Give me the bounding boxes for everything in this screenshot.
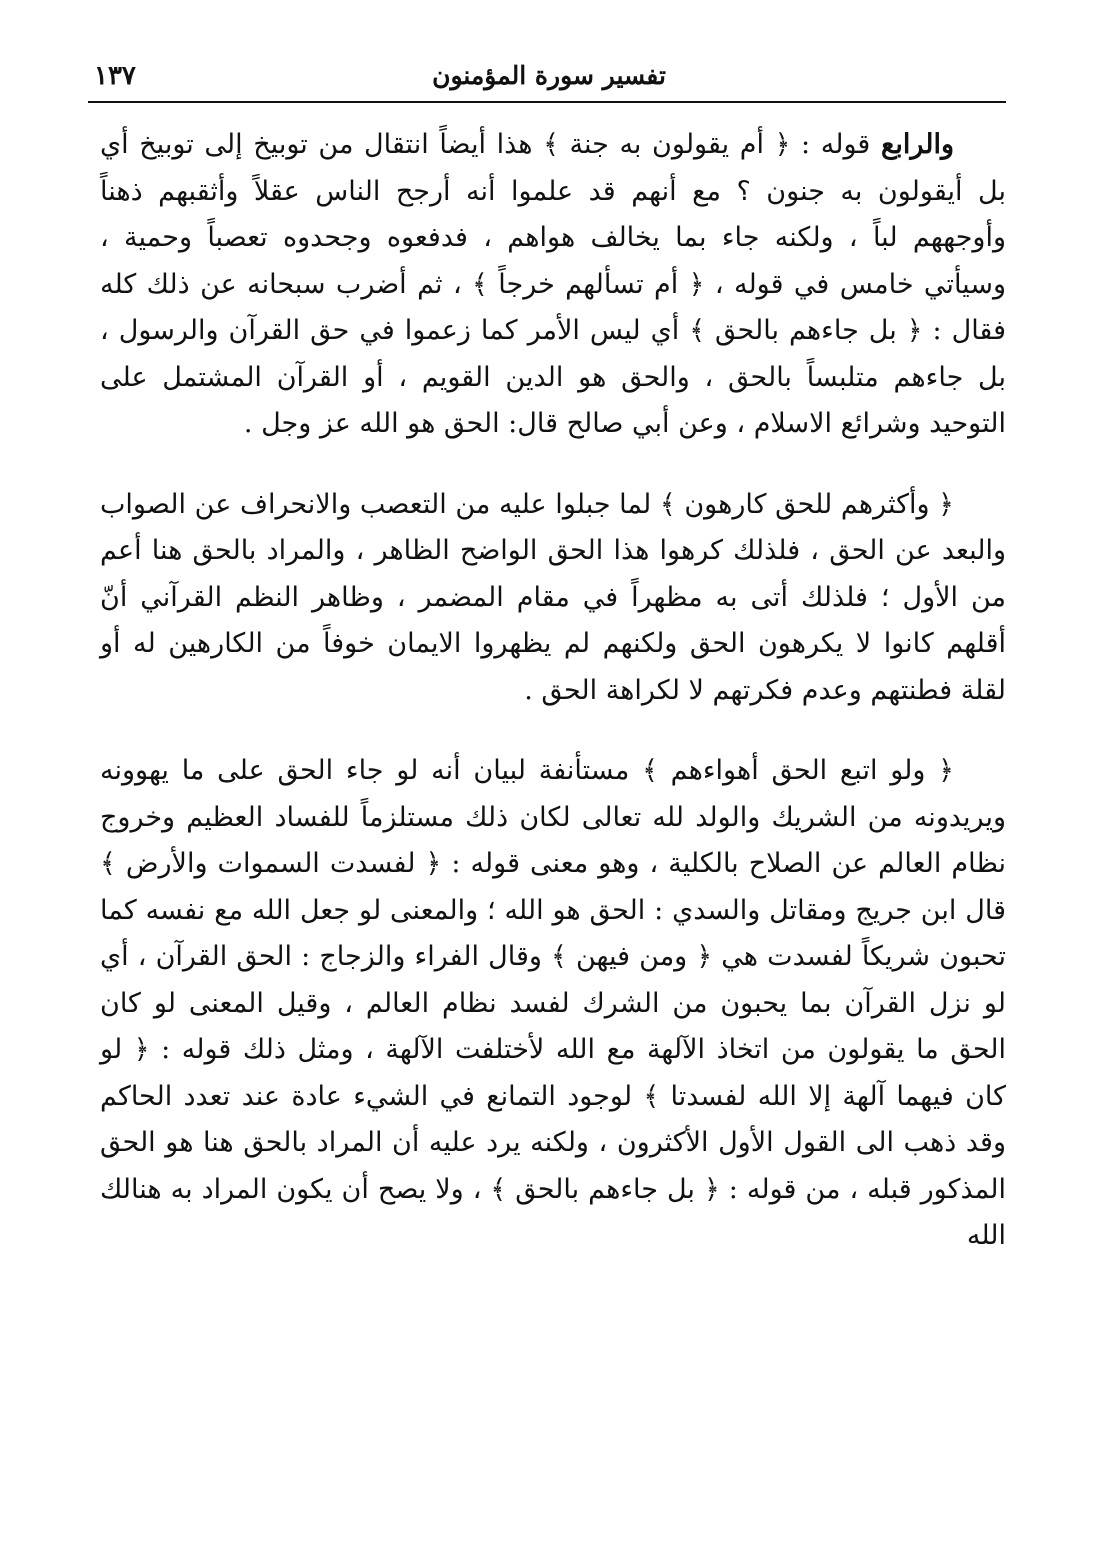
- page-number: ١٣٧: [94, 61, 136, 91]
- running-header: [92, 58, 1006, 102]
- paragraph-3: [100, 748, 1006, 1260]
- paragraph-3-text: ﴿ ولو اتبع الحق أهواءهم ﴾ مستأنفة لبيان أنه لو جاء الحق على ما يهوونه ويريدونه من الشريك والولد لله تعالى لكان ذلك مستلزماً للفساد العظيم وخروج نظام العالم عن الصلاح بالكلية ، وهو معنى قوله : ﴿ لفسدت السموات والأرض ﴾ قال ابن جريج ومقاتل والسدي : الحق هو الله ؛ والمعنى لو جعل الله مع نفسه كما تحبون شريكاً لفسدت هي ﴿ ومن فيهن ﴾ وقال الفراء والزجاج : الحق القرآن ، أي لو نزل القرآن بما يحبون من الشرك لفسد نظام العالم ، وقيل المعنى لو كان الحق ما يقولون من اتخاذ الآلهة مع الله لأختلفت الآلهة ، ومثل ذلك قوله : ﴿ لو كان فيهما آلهة إلا الله لفسدتا ﴾ لوجود التمانع في الشيء عادة عند تعدد الحاكم وقد ذهب الى القول الأول الأكثرون ، ولكنه يرد عليه أن المراد بالحق هنا هو الحق المذكور قبله ، من قوله : ﴿ بل جاءهم بالحق ﴾ ، ولا يصح أن يكون المراد به هنالك الله: [100, 755, 1006, 1251]
- paragraph-2-text: ﴿ وأكثرهم للحق كارهون ﴾ لما جبلوا عليه من التعصب والانحراف عن الصواب والبعد عن الحق ، فلذلك كرهوا هذا الحق الواضح الظاهر ، والمراد بالحق هنا أعم من الأول ؛ فلذلك أتى به مظهراً في مقام المضمر ، وظاهر النظم القرآني أنّ أقلهم كانوا لا يكرهون الحق ولكنهم لم يظهروا الايمان خوفاً من الكارهين له أو لقلة فطنتهم وعدم فكرتهم لا لكراهة الحق .: [100, 488, 1006, 706]
- paragraph-1-lead: والرابع: [880, 129, 955, 160]
- header-divider: [88, 101, 1006, 103]
- paragraph-1: [100, 122, 1006, 448]
- paragraph-2: [100, 482, 1006, 715]
- paragraph-1-text: قوله : ﴿ أم يقولون به جنة ﴾ هذا أيضاً انتقال من توبيخ إلى توبيخ أي بل أيقولون به جنون ؟ مع أنهم قد علموا أنه أرجح الناس عقلاً وأثقبهم ذهناً وأوجههم لباً ، ولكنه جاء بما يخالف هواهم ، فدفعوه وجحدوه تعصباً وحمية ، وسيأتي خامس في قوله ، ﴿ أم تسألهم خرجاً ﴾ ، ثم أضرب سبحانه عن ذلك كله فقال : ﴿ بل جاءهم بالحق ﴾ أي ليس الأمر كما زعموا في حق القرآن والرسول ، بل جاءهم متلبساً بالحق ، والحق هو الدين القويم ، أو القرآن المشتمل على التوحيد وشرائع الاسلام ، وعن أبي صالح قال: الحق هو الله عز وجل .: [100, 129, 1006, 439]
- header-title: تفسير سورة المؤمنون: [432, 61, 666, 90]
- page-body: [100, 122, 1006, 1260]
